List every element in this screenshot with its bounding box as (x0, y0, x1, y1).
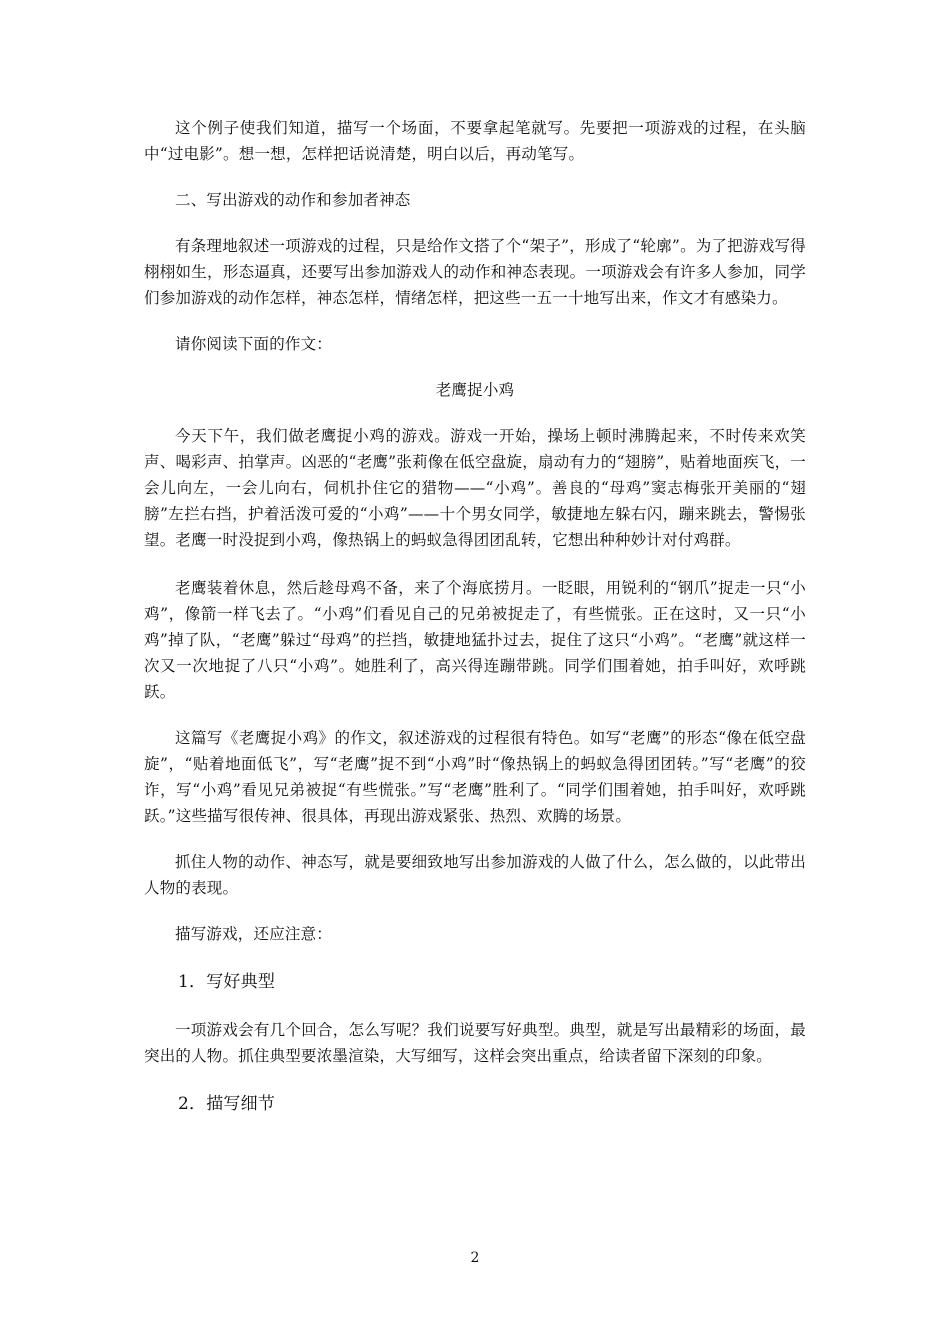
paragraph-intro-conclusion: 这个例子使我们知道，描写一个场面，不要拿起笔就写。先要把一项游戏的过程，在头脑中“过电影”。想一想，怎样把话说清楚，明白以后，再动笔写。 (144, 119, 806, 163)
paragraph-typical: 一项游戏会有几个回合，怎么写呢？我们说要写好典型。典型，就是写出最精彩的场面，最突出的人物。抓住典型要浓墨渲染，大写细写，这样会突出重点，给读者留下深刻的印象。 (144, 1021, 806, 1065)
page-body (144, 115, 806, 1119)
paragraph-framework: 有条理地叙述一项游戏的过程，只是给作文搭了个“架子”，形成了“轮廓”。为了把游戏写得栩栩如生，形态逼真，还要写出参加游戏人的动作和神态表现。一项游戏会有许多人参加，同学们参加游戏的动作怎样，神态怎样，情绪怎样，把这些一五一十地写出来，作文才有感染力。 (144, 237, 806, 307)
paragraph-read-prompt: 请你阅读下面的作文： (175, 335, 333, 353)
page-number: 2 (470, 1250, 480, 1266)
subheading-typical: 1．写好典型 (178, 972, 276, 992)
subheading-details: 2．描写细节 (178, 1094, 276, 1114)
section-heading-actions: 二、写出游戏的动作和参加者神态 (175, 191, 411, 209)
paragraph-notes-intro: 描写游戏，还应注意： (175, 925, 333, 943)
essay-title: 老鹰捉小鸡 (435, 381, 515, 399)
essay-paragraph-1: 今天下午，我们做老鹰捉小鸡的游戏。游戏一开始，操场上顿时沸腾起来，不时传来欢笑声、喝彩声、拍掌声。凶恶的“老鹰”张莉像在低空盘旋，扇动有力的“翅膀”，贴着地面疾飞，一会儿向左，一会儿向右，伺机扑住它的猎物——“小鸡”。善良的“母鸡”窦志梅张开美丽的“翅膀”左拦右挡，护着活泼可爱的“小鸡”——十个男女同学，敏捷地左躲右闪，蹦来跳去，警惕张望。老鹰一时没捉到小鸡，像热锅上的蚂蚁急得团团乱转，它想出种种妙计对付鸡群。 (144, 427, 806, 549)
essay-paragraph-2: 老鹰装着休息，然后趁母鸡不备，来了个海底捞月。一眨眼，用锐利的“钢爪”捉走一只“小鸡”，像箭一样飞去了。“小鸡”们看见自己的兄弟被捉走了，有些慌张。正在这时，又一只“小鸡”掉了队，“老鹰”躲过“母鸡”的拦挡，敏捷地猛扑过去，捉住了这只“小鸡”。“老鹰”就这样一次又一次地捉了八只“小鸡”。她胜利了，高兴得连蹦带跳。同学们围着她，拍手叫好，欢呼跳跃。 (144, 579, 806, 701)
paragraph-summary: 抓住人物的动作、神态写，就是要细致地写出参加游戏的人做了什么，怎么做的，以此带出人物的表现。 (144, 853, 806, 897)
paragraph-analysis: 这篇写《老鹰捉小鸡》的作文，叙述游戏的过程很有特色。如写“老鹰”的形态“像在低空盘旋”，“贴着地面低飞”，写“老鹰”捉不到“小鸡”时“像热锅上的蚂蚁急得团团转。”写“老鹰”的狡诈，写“小鸡”看见兄弟被捉“有些慌张。”写“老鹰”胜利了。“同学们围着她，拍手叫好，欢呼跳跃。”这些描写很传神、很具体，再现出游戏紧张、热烈、欢腾的场景。 (144, 729, 806, 825)
